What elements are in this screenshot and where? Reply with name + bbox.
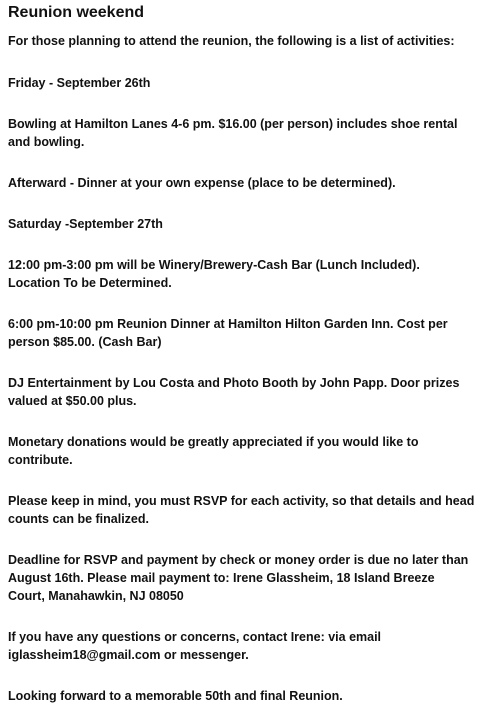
winery-paragraph — [8, 256, 483, 292]
text-line: Please keep in mind, you must RSVP for each activity, so that details and head — [8, 494, 475, 508]
text-line: Looking forward to a memorable 50th and final Reunion. — [8, 689, 343, 703]
text-line: Bowling at Hamilton Lanes 4-6 pm. $16.00 (per person) includes shoe rental — [8, 117, 458, 131]
text-line: valued at $50.00 plus. — [8, 394, 137, 408]
text-line: Friday - September 26th — [8, 76, 151, 90]
dj-entertainment-paragraph — [8, 374, 483, 410]
page-title: Reunion weekend — [8, 4, 145, 21]
saturday-heading — [8, 215, 483, 233]
reunion-dinner-paragraph — [8, 315, 483, 351]
contact-email[interactable]: iglassheim18@gmail.com or messenger. — [8, 648, 249, 662]
closing-paragraph — [8, 687, 483, 705]
text-line: person $85.00. (Cash Bar) — [8, 335, 162, 349]
text-line: Afterward - Dinner at your own expense (place to be determined). — [8, 176, 396, 190]
text-line: For those planning to attend the reunion, the following is a list of activities: — [8, 34, 455, 48]
text-line: If you have any questions or concerns, contact Irene: via email — [8, 630, 382, 644]
bowling-paragraph — [8, 115, 483, 151]
text-line: contribute. — [8, 453, 73, 467]
deadline-paragraph — [8, 551, 483, 605]
dinner-afterward-paragraph — [8, 174, 483, 192]
rsvp-reminder-paragraph — [8, 492, 483, 528]
text-line: August 16th. Please mail payment to: Irene Glassheim, 18 Island Breeze — [8, 571, 435, 585]
contact-paragraph — [8, 628, 483, 664]
text-line: Saturday -September 27th — [8, 217, 163, 231]
text-line: Monetary donations would be greatly appreciated if you would like to — [8, 435, 419, 449]
friday-heading — [8, 74, 483, 92]
text-line: Location To be Determined. — [8, 276, 172, 290]
text-line: Court, Manahawkin, NJ 08050 — [8, 589, 184, 603]
text-line: and bowling. — [8, 135, 85, 149]
text-line: counts can be finalized. — [8, 512, 149, 526]
donations-paragraph — [8, 433, 483, 469]
text-line: 6:00 pm-10:00 pm Reunion Dinner at Hamilton Hilton Garden Inn. Cost per — [8, 317, 448, 331]
text-line: DJ Entertainment by Lou Costa and Photo Booth by John Papp. Door prizes — [8, 376, 460, 390]
text-line: Deadline for RSVP and payment by check or money order is due no later than — [8, 553, 469, 567]
text-line: 12:00 pm-3:00 pm will be Winery/Brewery-Cash Bar (Lunch Included). — [8, 258, 420, 272]
intro-paragraph — [8, 32, 483, 50]
